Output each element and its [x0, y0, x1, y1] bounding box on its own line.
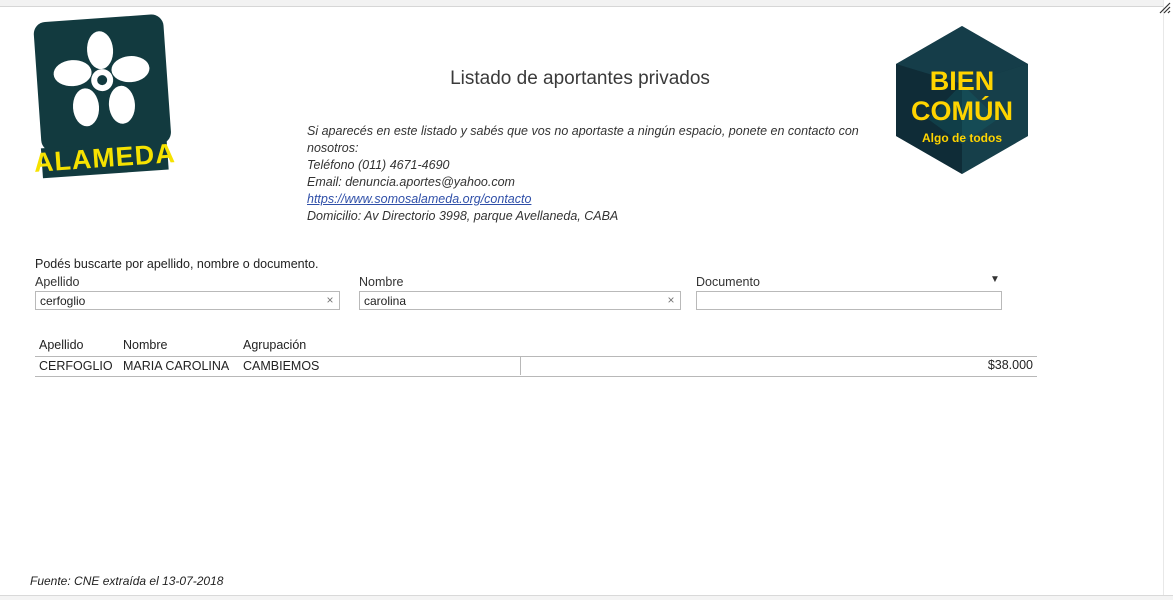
documento-input[interactable]	[696, 291, 1002, 310]
page-header	[0, 6, 1164, 236]
cell-apellido: CERFOGLIO	[39, 359, 113, 373]
source-footer: Fuente: CNE extraída el 13-07-2018	[30, 574, 224, 588]
bien-comun-logo	[888, 24, 1036, 176]
nombre-input-wrap	[359, 291, 681, 310]
search-hint: Podés buscarte por apellido, nombre o documento.	[35, 257, 319, 271]
field-nombre	[359, 275, 681, 310]
label-documento: Documento	[696, 275, 760, 289]
contact-info	[307, 123, 887, 225]
apellido-input[interactable]	[35, 291, 340, 310]
apellido-input-wrap	[35, 291, 340, 310]
alameda-wordmark: ALAMEDA	[32, 138, 177, 178]
cell-agrupacion: CAMBIEMOS	[243, 359, 320, 373]
contact-link[interactable]: https://www.somosalameda.org/contacto	[307, 192, 532, 206]
cell-monto-container	[520, 356, 1037, 375]
documento-input-wrap	[696, 291, 1002, 310]
intro-line-1: Si aparecés en este listado y sabés que vos no aportaste a ningún espacio, ponete en contacto con	[307, 124, 859, 138]
table-row[interactable]	[35, 356, 1037, 377]
window-right-edge	[1163, 0, 1173, 600]
page-title: Listado de aportantes privados	[450, 68, 710, 89]
bien-comun-line1: BIEN	[929, 66, 995, 96]
clear-nombre-icon[interactable]: ×	[667, 293, 675, 307]
clear-apellido-icon[interactable]: ×	[326, 293, 334, 307]
intro-line-2: nosotros:	[307, 141, 359, 155]
nombre-input[interactable]	[359, 291, 681, 310]
results-table	[35, 338, 1037, 377]
column-header-agrupacion: Agrupación	[243, 338, 307, 352]
label-apellido: Apellido	[35, 275, 80, 289]
cell-nombre: MARIA CAROLINA	[123, 359, 230, 373]
window-bottom-edge	[0, 595, 1173, 600]
contact-address: Domicilio: Av Directorio 3998, parque Avellaneda, CABA	[307, 209, 619, 223]
contact-phone: Teléfono (011) 4671-4690	[307, 158, 450, 172]
bien-comun-line2: COMÚN	[911, 96, 1013, 126]
chevron-down-icon[interactable]: ▼	[990, 274, 1000, 285]
contact-email: Email: denuncia.aportes@yahoo.com	[307, 175, 515, 189]
alameda-logo	[30, 12, 178, 184]
column-header-apellido: Apellido	[39, 338, 84, 352]
table-header-row	[35, 338, 1037, 356]
field-documento	[696, 275, 1002, 310]
column-header-nombre: Nombre	[123, 338, 168, 352]
bien-comun-line3: Algo de todos	[922, 131, 1002, 145]
label-nombre: Nombre	[359, 275, 404, 289]
cell-monto: $38.000	[987, 358, 1033, 372]
field-apellido	[35, 275, 340, 310]
